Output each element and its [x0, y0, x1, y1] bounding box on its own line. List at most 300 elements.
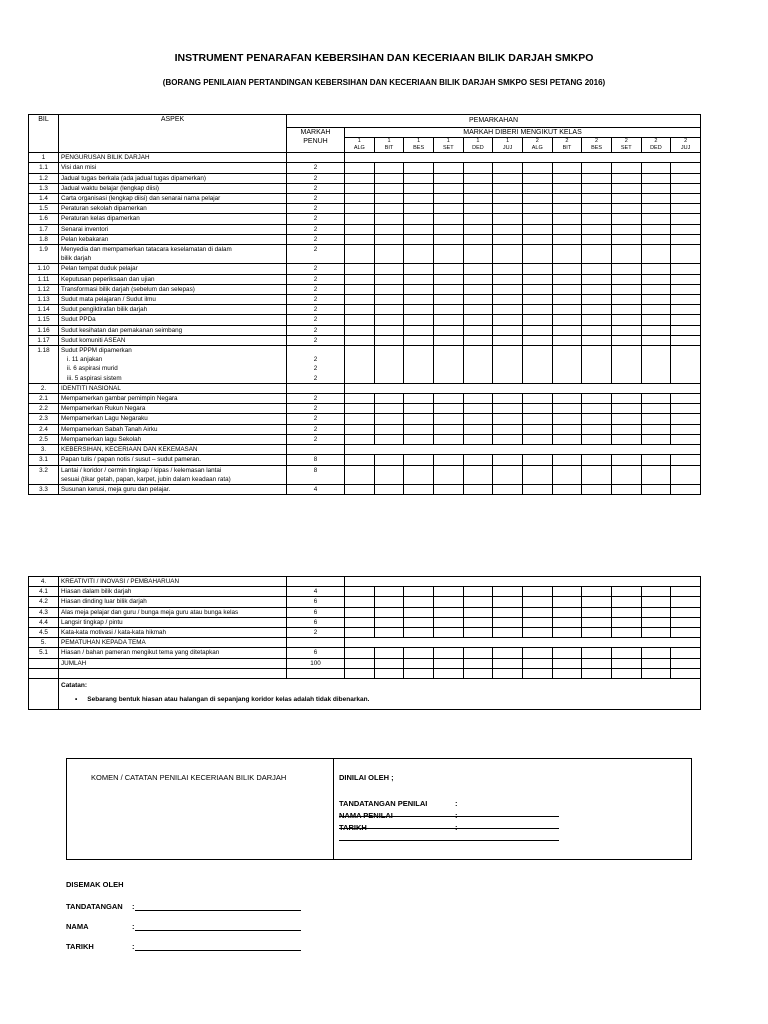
- score-cell[interactable]: [433, 648, 463, 658]
- score-cell[interactable]: [404, 295, 434, 305]
- score-cell[interactable]: [345, 587, 375, 597]
- score-cell[interactable]: [671, 465, 701, 484]
- score-cell[interactable]: [493, 163, 523, 173]
- score-cell[interactable]: [671, 394, 701, 404]
- score-cell[interactable]: [552, 224, 582, 234]
- score-cell[interactable]: [522, 668, 552, 678]
- score-cell[interactable]: [493, 424, 523, 434]
- score-cell[interactable]: [671, 295, 701, 305]
- score-cell[interactable]: [463, 414, 493, 424]
- score-cell[interactable]: [374, 204, 404, 214]
- score-cell[interactable]: [463, 658, 493, 668]
- score-cell[interactable]: [552, 284, 582, 294]
- score-cell[interactable]: [433, 274, 463, 284]
- score-cell[interactable]: [404, 163, 434, 173]
- score-cell[interactable]: [493, 325, 523, 335]
- score-cell[interactable]: [404, 325, 434, 335]
- score-cell[interactable]: [611, 484, 641, 494]
- score-cell[interactable]: [582, 264, 612, 274]
- score-cell[interactable]: [671, 315, 701, 325]
- score-cell[interactable]: [611, 335, 641, 345]
- score-cell[interactable]: [641, 335, 671, 345]
- score-cell[interactable]: [671, 163, 701, 173]
- score-cell[interactable]: [493, 628, 523, 638]
- score-cell[interactable]: [671, 587, 701, 597]
- score-cell[interactable]: [404, 194, 434, 204]
- score-cell[interactable]: [433, 587, 463, 597]
- score-cell[interactable]: [671, 346, 701, 384]
- score-cell[interactable]: [404, 234, 434, 244]
- score-cell[interactable]: [641, 617, 671, 627]
- score-cell[interactable]: [374, 245, 404, 264]
- score-cell[interactable]: [463, 305, 493, 315]
- score-cell[interactable]: [374, 607, 404, 617]
- score-cell[interactable]: [345, 315, 375, 325]
- score-cell[interactable]: [433, 245, 463, 264]
- score-cell[interactable]: [582, 335, 612, 345]
- score-cell[interactable]: [552, 173, 582, 183]
- score-cell[interactable]: [493, 607, 523, 617]
- score-cell[interactable]: [522, 597, 552, 607]
- score-cell[interactable]: [433, 404, 463, 414]
- score-cell[interactable]: [522, 465, 552, 484]
- score-cell[interactable]: [433, 597, 463, 607]
- score-cell[interactable]: [641, 224, 671, 234]
- score-cell[interactable]: [611, 346, 641, 384]
- score-cell[interactable]: [611, 404, 641, 414]
- score-cell[interactable]: [552, 587, 582, 597]
- score-cell[interactable]: [641, 305, 671, 315]
- score-cell[interactable]: [582, 484, 612, 494]
- score-cell[interactable]: [345, 394, 375, 404]
- score-cell[interactable]: [374, 597, 404, 607]
- score-cell[interactable]: [463, 346, 493, 384]
- score-cell[interactable]: [374, 346, 404, 384]
- score-cell[interactable]: [671, 325, 701, 335]
- score-cell[interactable]: [404, 587, 434, 597]
- score-cell[interactable]: [493, 264, 523, 274]
- score-cell[interactable]: [493, 414, 523, 424]
- score-cell[interactable]: [374, 424, 404, 434]
- score-cell[interactable]: [552, 204, 582, 214]
- score-cell[interactable]: [345, 183, 375, 193]
- score-cell[interactable]: [641, 214, 671, 224]
- score-cell[interactable]: [404, 335, 434, 345]
- score-cell[interactable]: [641, 204, 671, 214]
- score-cell[interactable]: [493, 484, 523, 494]
- score-cell[interactable]: [463, 628, 493, 638]
- score-cell[interactable]: [404, 404, 434, 414]
- score-cell[interactable]: [463, 434, 493, 444]
- score-cell[interactable]: [463, 315, 493, 325]
- score-cell[interactable]: [552, 628, 582, 638]
- score-cell[interactable]: [671, 455, 701, 465]
- score-cell[interactable]: [641, 315, 671, 325]
- score-cell[interactable]: [433, 484, 463, 494]
- score-cell[interactable]: [345, 264, 375, 274]
- score-cell[interactable]: [433, 346, 463, 384]
- score-cell[interactable]: [374, 658, 404, 668]
- score-cell[interactable]: [582, 617, 612, 627]
- score-cell[interactable]: [582, 434, 612, 444]
- score-cell[interactable]: [552, 607, 582, 617]
- score-cell[interactable]: [671, 648, 701, 658]
- score-cell[interactable]: [582, 173, 612, 183]
- score-cell[interactable]: [345, 245, 375, 264]
- score-cell[interactable]: [404, 484, 434, 494]
- score-cell[interactable]: [345, 194, 375, 204]
- score-cell[interactable]: [522, 648, 552, 658]
- score-cell[interactable]: [611, 173, 641, 183]
- score-cell[interactable]: [433, 194, 463, 204]
- score-cell[interactable]: [671, 335, 701, 345]
- score-cell[interactable]: [345, 325, 375, 335]
- score-cell[interactable]: [374, 274, 404, 284]
- score-cell[interactable]: [374, 455, 404, 465]
- score-cell[interactable]: [641, 465, 671, 484]
- score-cell[interactable]: [522, 404, 552, 414]
- score-cell[interactable]: [552, 214, 582, 224]
- score-cell[interactable]: [552, 274, 582, 284]
- score-cell[interactable]: [374, 183, 404, 193]
- score-cell[interactable]: [345, 648, 375, 658]
- score-cell[interactable]: [641, 234, 671, 244]
- score-cell[interactable]: [522, 335, 552, 345]
- score-cell[interactable]: [552, 394, 582, 404]
- score-cell[interactable]: [611, 587, 641, 597]
- score-cell[interactable]: [552, 414, 582, 424]
- score-cell[interactable]: [611, 658, 641, 668]
- score-cell[interactable]: [493, 465, 523, 484]
- score-cell[interactable]: [493, 245, 523, 264]
- score-cell[interactable]: [611, 668, 641, 678]
- score-cell[interactable]: [552, 183, 582, 193]
- score-cell[interactable]: [552, 434, 582, 444]
- score-cell[interactable]: [404, 305, 434, 315]
- score-cell[interactable]: [611, 455, 641, 465]
- score-cell[interactable]: [433, 394, 463, 404]
- score-cell[interactable]: [463, 163, 493, 173]
- score-cell[interactable]: [552, 455, 582, 465]
- score-cell[interactable]: [463, 295, 493, 305]
- disemak-nama-field[interactable]: [135, 922, 301, 931]
- score-cell[interactable]: [522, 424, 552, 434]
- score-cell[interactable]: [522, 224, 552, 234]
- score-cell[interactable]: [671, 597, 701, 607]
- score-cell[interactable]: [582, 284, 612, 294]
- score-cell[interactable]: [345, 335, 375, 345]
- score-cell[interactable]: [493, 315, 523, 325]
- score-cell[interactable]: [582, 224, 612, 234]
- score-cell[interactable]: [493, 214, 523, 224]
- score-cell[interactable]: [582, 274, 612, 284]
- score-cell[interactable]: [404, 284, 434, 294]
- score-cell[interactable]: [433, 295, 463, 305]
- score-cell[interactable]: [404, 214, 434, 224]
- score-cell[interactable]: [552, 648, 582, 658]
- score-cell[interactable]: [611, 295, 641, 305]
- score-cell[interactable]: [493, 335, 523, 345]
- score-cell[interactable]: [522, 163, 552, 173]
- score-cell[interactable]: [345, 455, 375, 465]
- score-cell[interactable]: [345, 607, 375, 617]
- score-cell[interactable]: [433, 224, 463, 234]
- score-cell[interactable]: [522, 484, 552, 494]
- score-cell[interactable]: [374, 173, 404, 183]
- score-cell[interactable]: [374, 325, 404, 335]
- tarikh-penilai-field[interactable]: [339, 832, 559, 841]
- score-cell[interactable]: [641, 587, 671, 597]
- score-cell[interactable]: [582, 204, 612, 214]
- score-cell[interactable]: [345, 214, 375, 224]
- score-cell[interactable]: [433, 264, 463, 274]
- score-cell[interactable]: [641, 648, 671, 658]
- score-cell[interactable]: [552, 335, 582, 345]
- score-cell[interactable]: [611, 163, 641, 173]
- score-cell[interactable]: [641, 658, 671, 668]
- score-cell[interactable]: [522, 325, 552, 335]
- score-cell[interactable]: [552, 163, 582, 173]
- score-cell[interactable]: [404, 315, 434, 325]
- score-cell[interactable]: [493, 183, 523, 193]
- score-cell[interactable]: [463, 214, 493, 224]
- score-cell[interactable]: [404, 424, 434, 434]
- score-cell[interactable]: [493, 284, 523, 294]
- score-cell[interactable]: [522, 658, 552, 668]
- score-cell[interactable]: [552, 346, 582, 384]
- score-cell[interactable]: [493, 274, 523, 284]
- score-cell[interactable]: [345, 617, 375, 627]
- disemak-tandatangan-field[interactable]: [135, 902, 301, 911]
- score-cell[interactable]: [641, 404, 671, 414]
- score-cell[interactable]: [433, 315, 463, 325]
- score-cell[interactable]: [345, 668, 375, 678]
- score-cell[interactable]: [582, 305, 612, 315]
- score-cell[interactable]: [345, 234, 375, 244]
- score-cell[interactable]: [582, 455, 612, 465]
- score-cell[interactable]: [671, 284, 701, 294]
- score-cell[interactable]: [582, 587, 612, 597]
- score-cell[interactable]: [522, 607, 552, 617]
- score-cell[interactable]: [582, 414, 612, 424]
- score-cell[interactable]: [611, 284, 641, 294]
- score-cell[interactable]: [582, 628, 612, 638]
- score-cell[interactable]: [433, 284, 463, 294]
- score-cell[interactable]: [582, 668, 612, 678]
- score-cell[interactable]: [552, 465, 582, 484]
- score-cell[interactable]: [374, 394, 404, 404]
- score-cell[interactable]: [671, 484, 701, 494]
- score-cell[interactable]: [552, 315, 582, 325]
- score-cell[interactable]: [463, 234, 493, 244]
- score-cell[interactable]: [404, 607, 434, 617]
- score-cell[interactable]: [582, 607, 612, 617]
- score-cell[interactable]: [582, 245, 612, 264]
- score-cell[interactable]: [611, 315, 641, 325]
- score-cell[interactable]: [582, 346, 612, 384]
- score-cell[interactable]: [433, 424, 463, 434]
- score-cell[interactable]: [641, 163, 671, 173]
- score-cell[interactable]: [493, 668, 523, 678]
- score-cell[interactable]: [641, 394, 671, 404]
- score-cell[interactable]: [404, 394, 434, 404]
- score-cell[interactable]: [493, 295, 523, 305]
- score-cell[interactable]: [641, 628, 671, 638]
- score-cell[interactable]: [671, 434, 701, 444]
- score-cell[interactable]: [345, 305, 375, 315]
- score-cell[interactable]: [374, 404, 404, 414]
- score-cell[interactable]: [552, 484, 582, 494]
- score-cell[interactable]: [493, 346, 523, 384]
- score-cell[interactable]: [404, 414, 434, 424]
- score-cell[interactable]: [433, 658, 463, 668]
- score-cell[interactable]: [345, 404, 375, 414]
- score-cell[interactable]: [552, 295, 582, 305]
- score-cell[interactable]: [671, 607, 701, 617]
- score-cell[interactable]: [671, 274, 701, 284]
- score-cell[interactable]: [433, 214, 463, 224]
- score-cell[interactable]: [582, 465, 612, 484]
- score-cell[interactable]: [404, 346, 434, 384]
- score-cell[interactable]: [671, 404, 701, 414]
- score-cell[interactable]: [641, 264, 671, 274]
- score-cell[interactable]: [463, 194, 493, 204]
- score-cell[interactable]: [582, 658, 612, 668]
- score-cell[interactable]: [522, 455, 552, 465]
- score-cell[interactable]: [463, 597, 493, 607]
- score-cell[interactable]: [433, 163, 463, 173]
- score-cell[interactable]: [671, 214, 701, 224]
- score-cell[interactable]: [522, 234, 552, 244]
- score-cell[interactable]: [611, 194, 641, 204]
- score-cell[interactable]: [463, 424, 493, 434]
- score-cell[interactable]: [582, 214, 612, 224]
- score-cell[interactable]: [404, 628, 434, 638]
- score-cell[interactable]: [404, 465, 434, 484]
- score-cell[interactable]: [374, 214, 404, 224]
- score-cell[interactable]: [671, 173, 701, 183]
- score-cell[interactable]: [345, 414, 375, 424]
- score-cell[interactable]: [493, 194, 523, 204]
- score-cell[interactable]: [404, 204, 434, 214]
- score-cell[interactable]: [463, 274, 493, 284]
- score-cell[interactable]: [611, 465, 641, 484]
- score-cell[interactable]: [345, 224, 375, 234]
- score-cell[interactable]: [641, 607, 671, 617]
- score-cell[interactable]: [582, 194, 612, 204]
- score-cell[interactable]: [611, 394, 641, 404]
- score-cell[interactable]: [374, 668, 404, 678]
- score-cell[interactable]: [345, 163, 375, 173]
- score-cell[interactable]: [463, 484, 493, 494]
- score-cell[interactable]: [374, 414, 404, 424]
- score-cell[interactable]: [433, 204, 463, 214]
- score-cell[interactable]: [582, 325, 612, 335]
- score-cell[interactable]: [433, 414, 463, 424]
- score-cell[interactable]: [433, 434, 463, 444]
- score-cell[interactable]: [493, 648, 523, 658]
- score-cell[interactable]: [611, 648, 641, 658]
- score-cell[interactable]: [433, 668, 463, 678]
- score-cell[interactable]: [611, 617, 641, 627]
- score-cell[interactable]: [463, 394, 493, 404]
- score-cell[interactable]: [611, 305, 641, 315]
- score-cell[interactable]: [522, 245, 552, 264]
- score-cell[interactable]: [522, 617, 552, 627]
- score-cell[interactable]: [522, 194, 552, 204]
- score-cell[interactable]: [374, 315, 404, 325]
- score-cell[interactable]: [374, 163, 404, 173]
- score-cell[interactable]: [463, 455, 493, 465]
- score-cell[interactable]: [345, 284, 375, 294]
- score-cell[interactable]: [582, 183, 612, 193]
- score-cell[interactable]: [611, 325, 641, 335]
- score-cell[interactable]: [404, 264, 434, 274]
- disemak-tarikh-field[interactable]: [135, 942, 301, 951]
- score-cell[interactable]: [463, 183, 493, 193]
- score-cell[interactable]: [611, 628, 641, 638]
- score-cell[interactable]: [493, 204, 523, 214]
- score-cell[interactable]: [493, 587, 523, 597]
- score-cell[interactable]: [433, 335, 463, 345]
- score-cell[interactable]: [374, 434, 404, 444]
- score-cell[interactable]: [463, 648, 493, 658]
- score-cell[interactable]: [493, 234, 523, 244]
- score-cell[interactable]: [404, 455, 434, 465]
- score-cell[interactable]: [463, 335, 493, 345]
- score-cell[interactable]: [345, 295, 375, 305]
- score-cell[interactable]: [641, 194, 671, 204]
- score-cell[interactable]: [374, 628, 404, 638]
- score-cell[interactable]: [493, 224, 523, 234]
- score-cell[interactable]: [374, 284, 404, 294]
- score-cell[interactable]: [463, 264, 493, 274]
- score-cell[interactable]: [374, 484, 404, 494]
- score-cell[interactable]: [433, 628, 463, 638]
- score-cell[interactable]: [611, 183, 641, 193]
- score-cell[interactable]: [641, 414, 671, 424]
- score-cell[interactable]: [671, 668, 701, 678]
- score-cell[interactable]: [671, 245, 701, 264]
- score-cell[interactable]: [582, 597, 612, 607]
- score-cell[interactable]: [611, 245, 641, 264]
- score-cell[interactable]: [671, 305, 701, 315]
- score-cell[interactable]: [404, 668, 434, 678]
- score-cell[interactable]: [641, 183, 671, 193]
- score-cell[interactable]: [671, 264, 701, 274]
- score-cell[interactable]: [374, 648, 404, 658]
- score-cell[interactable]: [374, 465, 404, 484]
- score-cell[interactable]: [463, 204, 493, 214]
- score-cell[interactable]: [493, 404, 523, 414]
- score-cell[interactable]: [641, 455, 671, 465]
- score-cell[interactable]: [552, 617, 582, 627]
- score-cell[interactable]: [463, 325, 493, 335]
- score-cell[interactable]: [641, 284, 671, 294]
- score-cell[interactable]: [404, 173, 434, 183]
- score-cell[interactable]: [404, 224, 434, 234]
- score-cell[interactable]: [433, 617, 463, 627]
- score-cell[interactable]: [433, 455, 463, 465]
- score-cell[interactable]: [671, 628, 701, 638]
- score-cell[interactable]: [641, 325, 671, 335]
- score-cell[interactable]: [522, 305, 552, 315]
- score-cell[interactable]: [671, 617, 701, 627]
- score-cell[interactable]: [463, 668, 493, 678]
- score-cell[interactable]: [611, 224, 641, 234]
- score-cell[interactable]: [611, 414, 641, 424]
- score-cell[interactable]: [404, 274, 434, 284]
